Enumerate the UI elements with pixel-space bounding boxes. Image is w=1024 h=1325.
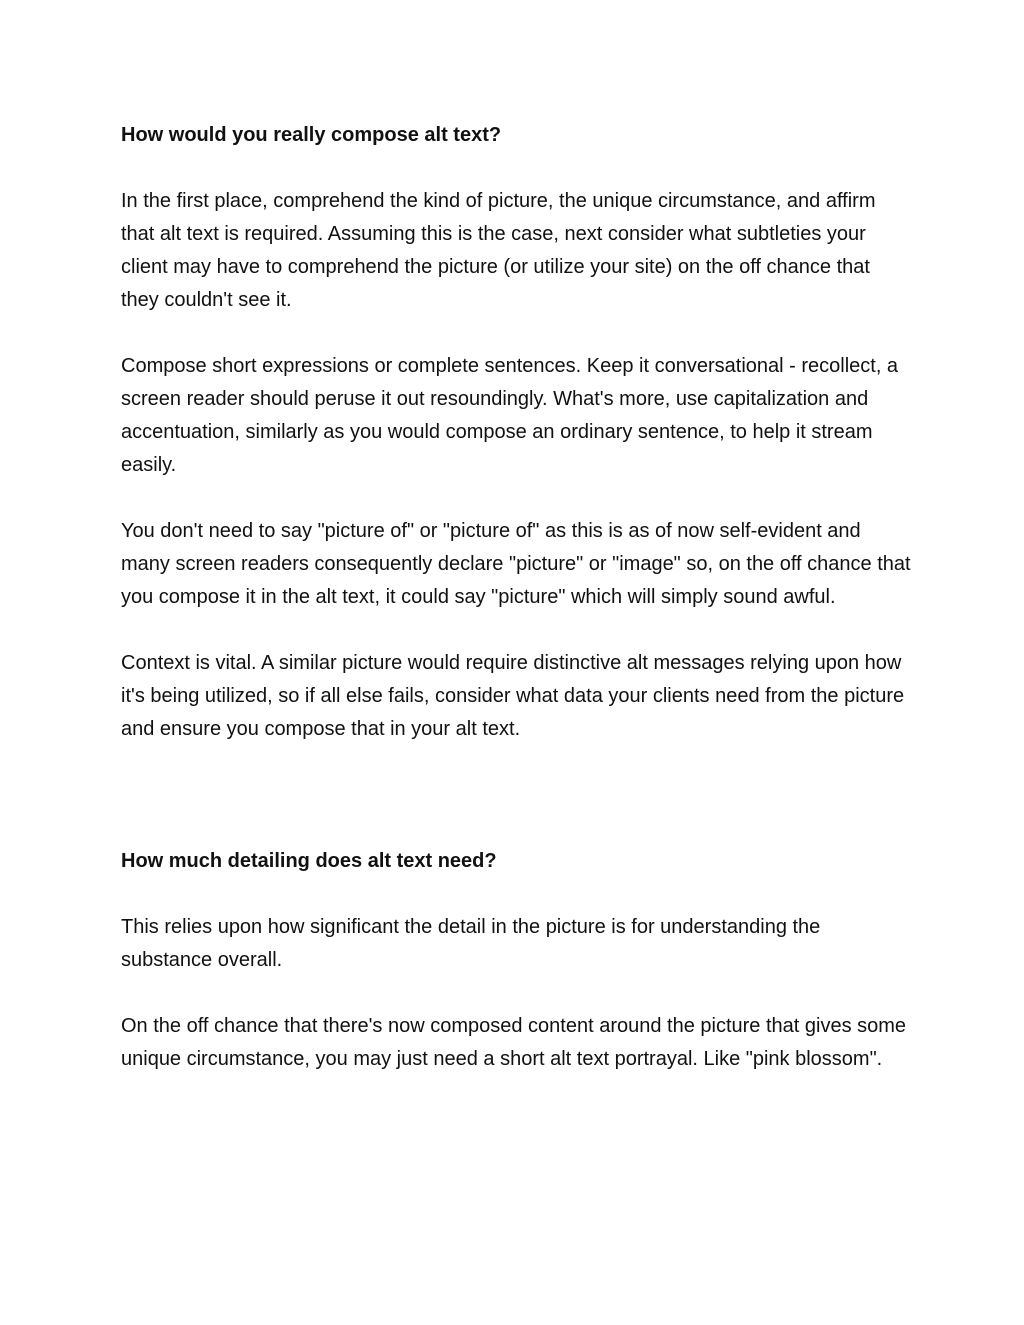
spacer bbox=[121, 746, 911, 845]
paragraph: Context is vital. A similar picture would require distinctive alt messages relying upon how it's being utilized, so if all else fails, consider what data your clients need from the picture and ensure you compose that in your alt text. bbox=[121, 652, 905, 740]
section-heading: How would you really compose alt text? bbox=[121, 124, 502, 146]
section-heading: How much detailing does alt text need? bbox=[121, 850, 497, 872]
paragraph: On the off chance that there's now composed content around the picture that gives some unique circumstance, you may just need a short alt text portrayal. Like "pink blossom". bbox=[121, 1015, 907, 1070]
spacer bbox=[121, 482, 911, 515]
document-page bbox=[121, 119, 911, 1076]
spacer bbox=[121, 878, 911, 911]
spacer bbox=[121, 977, 911, 1010]
paragraph: This relies upon how significant the detail in the picture is for understanding the substance overall. bbox=[121, 916, 821, 971]
spacer bbox=[121, 614, 911, 647]
paragraph: You don't need to say "picture of" or "picture of" as this is as of now self-evident and many screen readers consequently declare "picture" or "image" so, on the off chance that you compose it in the alt text, it could say "picture" which will simply sound awful. bbox=[121, 520, 911, 608]
paragraph: In the first place, comprehend the kind of picture, the unique circumstance, and affirm that alt text is required. Assuming this is the case, next consider what subtleties your client may have to comprehend the picture (or utilize your site) on the off chance that they couldn't see it. bbox=[121, 190, 876, 311]
spacer bbox=[121, 317, 911, 350]
spacer bbox=[121, 152, 911, 185]
paragraph: Compose short expressions or complete sentences. Keep it conversational - recollect, a screen reader should peruse it out resoundingly. What's more, use capitalization and accentuation, similarly as you would compose an ordinary sentence, to help it stream easily. bbox=[121, 355, 899, 476]
